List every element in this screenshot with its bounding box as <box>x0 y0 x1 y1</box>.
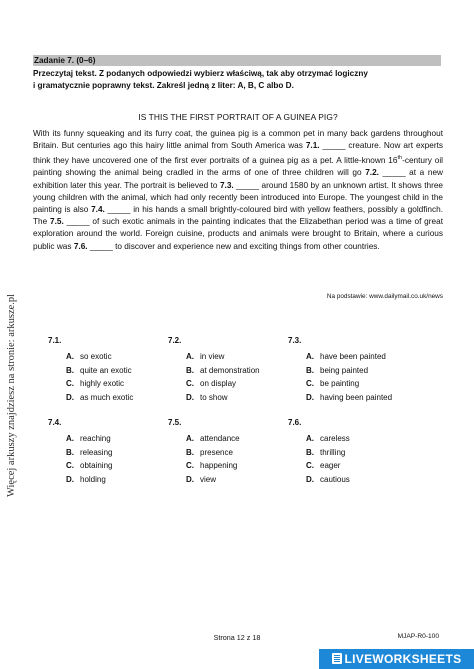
option-text: as much exotic <box>80 392 134 402</box>
option-letter: A. <box>186 352 194 361</box>
gap-label-7-6: 7.6. <box>73 241 88 251</box>
worksheet-icon <box>332 653 342 664</box>
option-d[interactable] <box>168 473 286 487</box>
option-text: careless <box>320 434 350 443</box>
option-b[interactable] <box>48 446 166 460</box>
gap-label-7-3: 7.3. <box>219 180 234 190</box>
option-text: in view <box>200 352 225 361</box>
option-a[interactable] <box>168 432 286 446</box>
option-letter: D. <box>306 392 314 402</box>
option-text: reaching <box>80 434 111 443</box>
question-7-3 <box>288 336 406 404</box>
option-b[interactable] <box>288 446 406 460</box>
option-letter: B. <box>186 365 194 375</box>
option-text: quite an exotic <box>80 365 132 375</box>
question-number: 7.5. <box>168 418 182 427</box>
option-letter: C. <box>186 461 194 470</box>
option-letter: D. <box>66 474 74 484</box>
article-text-part: _____ in his hands a small brightly-coloured bird with yellow feathers, possibly a goldfinch. The <box>33 204 443 227</box>
option-letter: B. <box>66 447 74 457</box>
option-c[interactable] <box>48 459 166 473</box>
option-letter: A. <box>66 352 74 361</box>
option-letter: D. <box>306 474 314 484</box>
option-text: to show <box>200 392 228 402</box>
option-d[interactable] <box>288 473 406 487</box>
question-number: 7.4. <box>48 418 62 427</box>
article-text-part: _____ of such exotic animals in the painting indicates that the Elizabethan period was a time of great exploration around the world. Foreign cuisine, products and animals were brought to Britain, where a curious public was <box>33 217 443 251</box>
option-c[interactable] <box>288 377 406 391</box>
article-title: IS THIS THE FIRST PORTRAIT OF A GUINEA PIG? <box>138 112 338 122</box>
option-a[interactable] <box>48 432 166 446</box>
gap-label-7-2: 7.2. <box>365 168 379 178</box>
option-text: cautious <box>320 474 350 484</box>
gap-label-7-1: 7.1. <box>305 141 320 151</box>
option-b[interactable] <box>48 364 166 378</box>
option-letter: D. <box>186 474 194 484</box>
option-d[interactable] <box>48 391 166 405</box>
question-7-4 <box>48 418 166 486</box>
superscript-th: th <box>397 155 403 162</box>
option-letter: D. <box>66 392 74 402</box>
article-text-part: _____ creature. Now art experts think they have uncovered one of the first ever portraits of a guinea pig as a pet. A little-known 16 <box>33 141 444 166</box>
exam-code: MJAP-R0-100 <box>397 633 439 640</box>
option-letter: A. <box>186 434 194 443</box>
side-note: Więcej arkuszy znajdziesz na stronie: arkusze.pl <box>6 293 17 497</box>
option-text: attendance <box>200 434 240 443</box>
option-letter: C. <box>66 461 74 470</box>
article-text-part: With its funny squeaking and its furry coat, the guinea pig is a common pet in many back gardens throughout Britain. But centuries ago this hairy little animal from South America was <box>33 129 443 151</box>
option-text: thrilling <box>320 447 346 457</box>
question-7-1 <box>48 336 166 404</box>
option-letter: C. <box>186 379 194 388</box>
option-letter: B. <box>186 447 194 457</box>
option-letter: B. <box>306 365 314 375</box>
question-number: 7.1. <box>48 336 62 345</box>
question-7-2 <box>168 336 286 404</box>
gap-label-7-5: 7.5. <box>50 217 64 227</box>
option-a[interactable] <box>48 350 166 364</box>
question-number: 7.2. <box>168 336 182 345</box>
option-text: at demonstration <box>200 365 260 375</box>
option-text: be painting <box>320 379 360 388</box>
instruction-line-2: i gramatycznie poprawny tekst. Zakreśl jedną z liter: A, B, C albo D. <box>33 81 294 90</box>
article-text-part: _____ around 1580 by an unknown artist. It shows three young children with the animal, which had only recently been introduced into Europe. The youngest child in the painting is also <box>33 180 444 214</box>
option-b[interactable] <box>168 446 286 460</box>
instruction-line-1: Przeczytaj tekst. Z podanych odpowiedzi wybierz właściwą, tak aby otrzymać logiczny <box>33 69 368 78</box>
brand-label: LIVEWORKSHEETS <box>344 652 462 666</box>
option-text: on display <box>200 379 237 388</box>
option-d[interactable] <box>48 473 166 487</box>
option-b[interactable] <box>168 364 286 378</box>
option-letter: B. <box>66 365 74 375</box>
article-text <box>33 128 443 253</box>
option-text: happening <box>200 461 238 470</box>
option-text: obtaining <box>80 461 113 470</box>
option-c[interactable] <box>168 459 286 473</box>
option-a[interactable] <box>288 432 406 446</box>
option-a[interactable] <box>288 350 406 364</box>
option-letter: D. <box>186 392 194 402</box>
option-text: having been painted <box>320 392 393 402</box>
option-letter: C. <box>306 379 314 388</box>
task-instruction <box>33 68 443 92</box>
task-header: Zadanie 7. (0–6) <box>33 55 441 66</box>
question-number: 7.3. <box>288 336 302 345</box>
option-c[interactable] <box>288 459 406 473</box>
option-text: so exotic <box>80 352 112 361</box>
option-d[interactable] <box>288 391 406 405</box>
option-text: releasing <box>80 447 113 457</box>
option-a[interactable] <box>168 350 286 364</box>
option-text: presence <box>200 447 233 457</box>
page-number: Strona 12 z 18 <box>213 633 261 642</box>
article-text-part: _____ at a new exhibition later this year. The portrait is believed to <box>33 168 443 190</box>
option-c[interactable] <box>168 377 286 391</box>
option-letter: A. <box>66 434 74 443</box>
option-letter: A. <box>306 352 314 361</box>
liveworksheets-banner[interactable] <box>319 649 474 669</box>
article-text-part: -century oil painting showing the animal being cradled in the arms of one of three children will go <box>33 156 443 178</box>
question-number: 7.6. <box>288 418 302 427</box>
option-text: eager <box>320 461 341 470</box>
option-b[interactable] <box>288 364 406 378</box>
option-letter: C. <box>66 379 74 388</box>
option-text: have been painted <box>320 352 386 361</box>
option-letter: C. <box>306 461 314 470</box>
gap-label-7-4: 7.4. <box>91 204 105 214</box>
source-note: Na podstawie: www.dailymail.co.uk/news <box>326 293 443 300</box>
option-c[interactable] <box>48 377 166 391</box>
option-d[interactable] <box>168 391 286 405</box>
option-text: being painted <box>320 365 369 375</box>
option-letter: A. <box>306 434 314 443</box>
question-7-5 <box>168 418 286 486</box>
option-text: view <box>200 474 217 484</box>
option-text: holding <box>80 474 106 484</box>
article-text-part: _____ to discover and experience new and exciting things from other countries. <box>87 241 380 251</box>
question-7-6 <box>288 418 406 486</box>
option-letter: B. <box>306 447 314 457</box>
option-text: highly exotic <box>80 379 125 388</box>
